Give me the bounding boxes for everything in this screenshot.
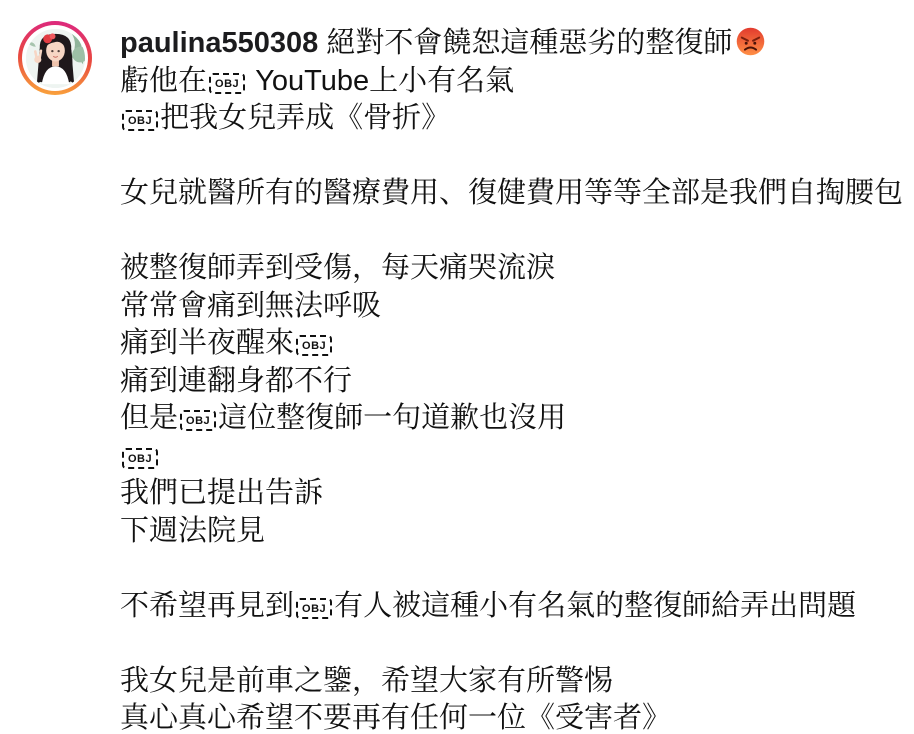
object-replacement-placeholder: OBJ	[296, 335, 332, 356]
caption-line	[120, 700, 904, 734]
caption-line	[120, 663, 904, 701]
story-ring	[18, 21, 92, 95]
caption-text: 把我女兒弄成《骨折》	[160, 102, 451, 134]
caption-text: 痛到半夜醒來	[120, 327, 295, 359]
avatar-illustration	[26, 29, 85, 88]
caption-line	[120, 25, 904, 63]
caption-text: 被整復師弄到受傷，每天痛哭流淚	[120, 252, 556, 284]
caption-line	[120, 63, 904, 101]
caption-text: YouTube上小有名氣	[247, 64, 515, 97]
avatar[interactable]	[18, 21, 92, 95]
object-replacement-placeholder: OBJ	[180, 410, 216, 431]
caption-line	[120, 100, 904, 138]
caption-line	[120, 175, 904, 213]
caption-text: 絕對不會饒恕這種惡劣的整復師	[318, 27, 733, 59]
caption-blank-line	[120, 213, 904, 251]
caption-text: 真心真心希望不要再有任何一位《受害者》	[120, 702, 672, 734]
caption-text: 痛到連翻身都不行	[120, 364, 353, 397]
caption-blank-line	[120, 550, 904, 588]
object-replacement-placeholder: OBJ	[122, 448, 158, 469]
caption-text: 女兒就醫所有的醫療費用、復健費用等等全部是我們自掏腰包	[120, 177, 904, 209]
caption-text: 我女兒是前車之鑒，希望大家有所警惕	[120, 664, 614, 697]
object-replacement-placeholder: OBJ	[122, 110, 158, 131]
username[interactable]: paulina550308	[120, 27, 319, 59]
caption-text: 下週法院見	[120, 514, 266, 547]
caption-text: 這位整復師一句道歉也沒用	[218, 402, 567, 434]
caption-blank-line	[120, 138, 904, 176]
caption-line	[120, 288, 904, 326]
caption-line	[120, 363, 904, 401]
caption-line	[120, 438, 904, 476]
story-ring-gap	[22, 25, 88, 91]
caption-text: 不希望再見到	[120, 589, 295, 622]
caption-text: 有人被這種小有名氣的整復師給弄出問題	[334, 589, 857, 622]
caption-line	[120, 250, 904, 288]
angry-face-emoji	[735, 26, 766, 57]
caption-line	[120, 475, 904, 513]
caption-line	[120, 400, 904, 438]
caption-blank-line	[120, 625, 904, 663]
caption-line	[120, 513, 904, 551]
caption	[120, 25, 904, 734]
caption-text: 但是	[120, 402, 179, 434]
caption-text: 常常會痛到無法呼吸	[120, 289, 382, 322]
object-replacement-placeholder: OBJ	[296, 598, 332, 619]
caption-line	[120, 588, 904, 626]
caption-text: 虧他在	[120, 64, 208, 97]
object-replacement-placeholder: OBJ	[209, 73, 245, 94]
caption-text: 我們已提出告訴	[120, 477, 324, 509]
caption-line	[120, 325, 904, 363]
avatar-photo	[26, 29, 85, 88]
